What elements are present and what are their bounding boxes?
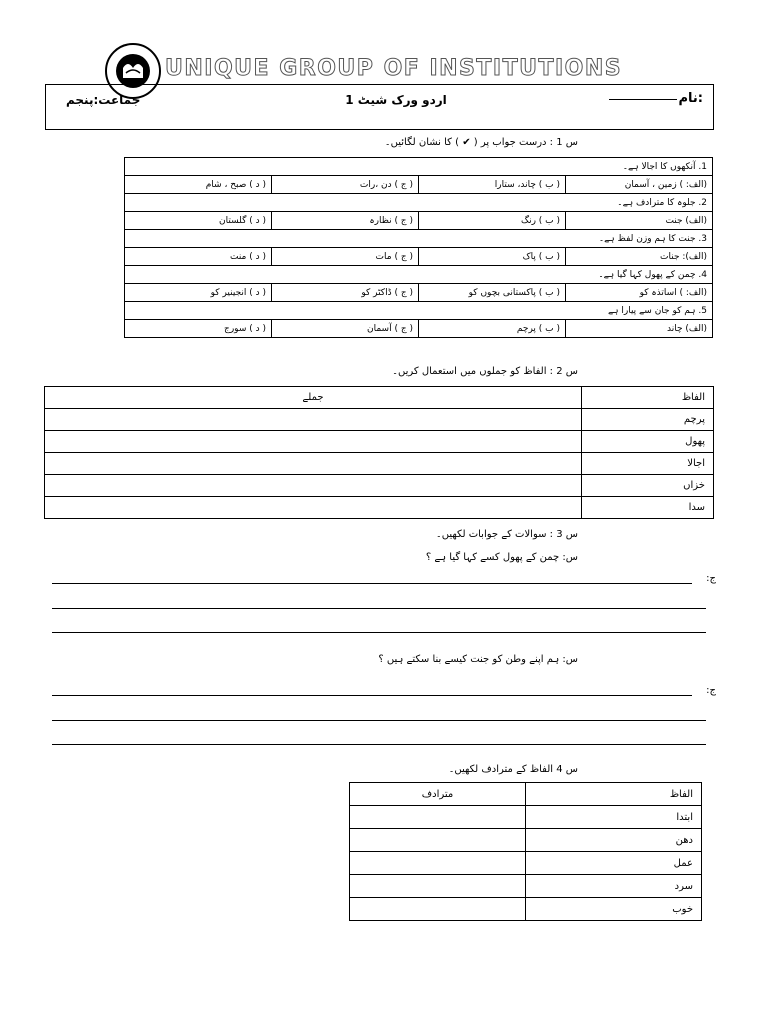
mcq-stem: 4. چمن کے پھول کہا گیا ہے۔ — [125, 266, 713, 284]
sentence-answer-cell[interactable] — [45, 431, 582, 453]
sentences-table — [44, 386, 714, 519]
mcq-stem: 1. آنکھوں کا اجالا ہے۔ — [125, 158, 713, 176]
sentence-answer-cell[interactable] — [45, 453, 582, 475]
sentence-answer-cell[interactable] — [45, 497, 582, 519]
mcq-option[interactable]: ( د ) انجینیر کو — [125, 284, 272, 302]
col-header-words: الفاظ — [526, 783, 702, 806]
mcq-option[interactable]: ( د ) گلستان — [125, 212, 272, 230]
mcq-stem: 5. ہم کو جان سے پیارا ہے — [125, 302, 713, 320]
synonyms-header-row — [350, 783, 702, 806]
mcq-option[interactable]: ( ج ) آسمان — [272, 320, 419, 338]
mcq-stem-row — [125, 194, 713, 212]
table-row — [45, 497, 714, 519]
q3-question-2: س: ہم اپنے وطن کو جنت کیسے بنا سکتے ہیں ؟ — [378, 654, 578, 665]
mcq-option[interactable]: ( ب ) پاک — [419, 248, 566, 266]
name-label: نام: — [678, 91, 703, 106]
answer-label: ج: — [706, 573, 716, 584]
word-cell: عمل — [526, 852, 702, 875]
mcq-options-row — [125, 248, 713, 266]
answer-line[interactable] — [52, 632, 706, 633]
synonym-answer-cell[interactable] — [350, 875, 526, 898]
sentence-answer-cell[interactable] — [45, 409, 582, 431]
mcq-options-row — [125, 320, 713, 338]
q3-question-1: س: چمن کے پھول کسے کہا گیا ہے ؟ — [425, 552, 578, 563]
mcq-table — [124, 157, 713, 338]
answer-line[interactable] — [52, 695, 692, 696]
mcq-option[interactable]: ( ب ) پرچم — [419, 320, 566, 338]
mcq-option[interactable]: (الف): جنات — [566, 248, 713, 266]
mcq-stem-row — [125, 158, 713, 176]
word-cell: پرچم — [582, 409, 714, 431]
table-row — [45, 409, 714, 431]
col-header-words: الفاظ — [582, 387, 714, 409]
synonym-answer-cell[interactable] — [350, 898, 526, 921]
mcq-options-row — [125, 212, 713, 230]
mcq-option[interactable]: ( ج ) دن ،رات — [272, 176, 419, 194]
worksheet-title: اردو ورک شیٹ 1 — [345, 93, 447, 107]
mcq-stem-row — [125, 302, 713, 320]
synonyms-table — [349, 782, 702, 921]
sentence-answer-cell[interactable] — [45, 475, 582, 497]
answer-line[interactable] — [52, 583, 692, 584]
answer-line[interactable] — [52, 744, 706, 745]
col-header-sentences: جملے — [45, 387, 582, 409]
table-row — [45, 475, 714, 497]
mcq-stem-row — [125, 266, 713, 284]
word-cell: دھن — [526, 829, 702, 852]
answer-line[interactable] — [52, 608, 706, 609]
word-cell: سرد — [526, 875, 702, 898]
table-row — [350, 829, 702, 852]
q2-heading: س 2 : الفاظ کو جملوں میں استعمال کریں۔ — [392, 366, 578, 377]
mcq-stem: 3. جنت کا ہم وزن لفظ ہے۔ — [125, 230, 713, 248]
mcq-option[interactable]: (الف) جنت — [566, 212, 713, 230]
mcq-option[interactable]: ( د ) سورج — [125, 320, 272, 338]
mcq-option[interactable]: (الف: ) اساتذہ کو — [566, 284, 713, 302]
table-row — [350, 806, 702, 829]
answer-label: ج: — [706, 685, 716, 696]
mcq-option[interactable]: ( ب ) پاکستانی بچوں کو — [419, 284, 566, 302]
table-row — [350, 898, 702, 921]
table-row — [45, 453, 714, 475]
mcq-options-row — [125, 284, 713, 302]
q4-heading: س 4 الفاظ کے مترادف لکھیں۔ — [448, 764, 578, 775]
mcq-option[interactable]: ( ب ) چاند، ستارا — [419, 176, 566, 194]
word-cell: ابتدا — [526, 806, 702, 829]
synonym-answer-cell[interactable] — [350, 806, 526, 829]
word-cell: سدا — [582, 497, 714, 519]
name-field[interactable] — [609, 91, 704, 106]
synonym-answer-cell[interactable] — [350, 829, 526, 852]
mcq-option[interactable]: ( ج ) ڈاکٹر کو — [272, 284, 419, 302]
synonym-answer-cell[interactable] — [350, 852, 526, 875]
mcq-option[interactable]: (الف: ) زمین ، آسمان — [566, 176, 713, 194]
word-cell: پھول — [582, 431, 714, 453]
student-info-box — [45, 84, 714, 130]
mcq-stem-row — [125, 230, 713, 248]
q1-heading: س 1 : درست جواب پر ( ✔ ) کا نشان لگائیں۔ — [384, 137, 578, 148]
word-cell: خوب — [526, 898, 702, 921]
institution-title: UNIQUE GROUP OF INSTITUTIONS — [165, 56, 623, 81]
class-label: جماعت:پنجم — [66, 93, 141, 107]
mcq-option[interactable]: ( د ) صبح ، شام — [125, 176, 272, 194]
word-cell: خزاں — [582, 475, 714, 497]
q3-heading: س 3 : سوالات کے جوابات لکھیں۔ — [435, 529, 578, 540]
table-row — [45, 431, 714, 453]
name-blank-line — [609, 99, 677, 100]
mcq-stem: 2. جلوہ کا مترادف ہے۔ — [125, 194, 713, 212]
mcq-option[interactable]: ( ب ) رنگ — [419, 212, 566, 230]
mcq-option[interactable]: ( ج ) مات — [272, 248, 419, 266]
col-header-synonyms: مترادف — [350, 783, 526, 806]
word-cell: اجالا — [582, 453, 714, 475]
mcq-option[interactable]: ( د ) منت — [125, 248, 272, 266]
sentences-header-row — [45, 387, 714, 409]
answer-line[interactable] — [52, 720, 706, 721]
mcq-option[interactable]: ( ج ) نظارہ — [272, 212, 419, 230]
table-row — [350, 875, 702, 898]
table-row — [350, 852, 702, 875]
mcq-options-row — [125, 176, 713, 194]
mcq-option[interactable]: (الف) چاند — [566, 320, 713, 338]
